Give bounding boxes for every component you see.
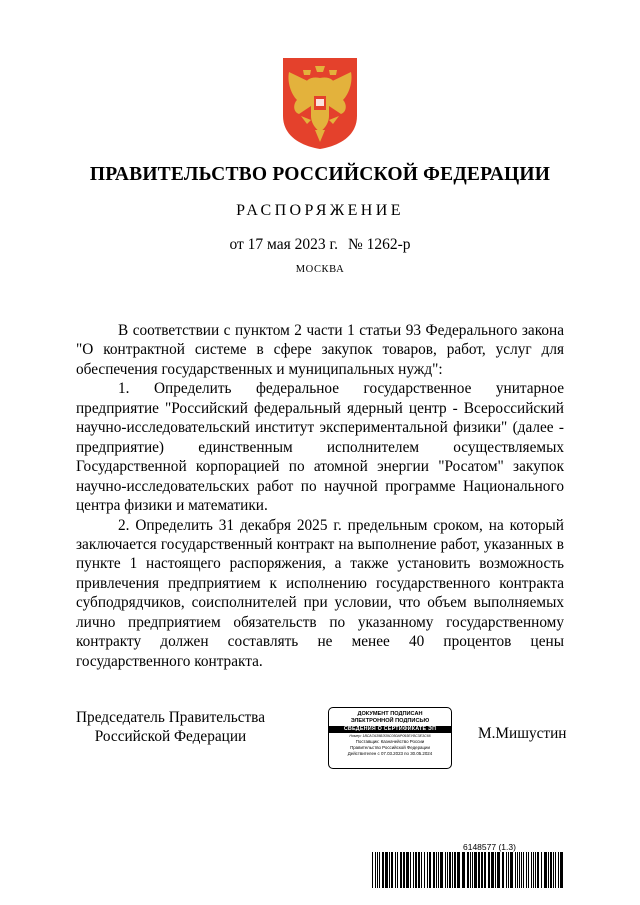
body-paragraph-item-1: 1. Определить федеральное государственное унитарное предприятие "Российский федеральный ядерный центр - Всероссийский научно-исследовательский институт экспериментальной физики" (далее - предприятие) единственным исполнителем осуществляемых Государственной корпорацией по атомной энергии "Росатом" закупок научно-исследовательских работ по научной программе Национального центра физики и математики.	[76, 380, 564, 515]
document-number: № 1262-р	[347, 236, 411, 253]
stamp-serial: Номер: 1ВСА7А39ВЭ39С050АР093ЕУ8С3Е3С66	[349, 733, 431, 738]
document-body	[76, 321, 564, 671]
barcode-icon	[372, 852, 564, 888]
document-date: от 17 мая 2023 г.	[229, 236, 338, 253]
stamp-issuer: Поставщик: Казначейство России	[355, 739, 425, 745]
russian-coat-of-arms-icon	[281, 56, 359, 150]
signatory-name: М.Мишустин	[478, 725, 567, 742]
stamp-validity: Действителен с 07.03.2023 по 30.05.2024	[347, 750, 433, 756]
document-type: РАСПОРЯЖЕНИЕ	[236, 202, 404, 219]
stamp-heading	[329, 711, 451, 725]
body-paragraph-preamble: В соответствии с пунктом 2 части 1 статьи 93 Федерального закона "О контрактной системе в сфере закупок товаров, работ, услуг для обеспечения государственных и муниципальных нужд":	[76, 322, 564, 378]
stamp-line-1: ДОКУМЕНТ ПОДПИСАН	[357, 711, 423, 717]
body-paragraph-item-2: 2. Определить 31 декабря 2025 г. предельным сроком, на который заключается государственный контракт на выполнение работ, указанных в пункте 1 настоящего распоряжения, а также установить возможность привлечения предприятием к исполнению государственного контракта субподрядчиков, соисполнителей при условии, что объем выполняемых лично предприятием обязательств по указанному государственному контракту должен составлять не менее 40 процентов цены государственного контракта.	[76, 516, 564, 670]
signatory-position-line-2: Российской Федерации	[94, 728, 247, 745]
document-city: МОСКВА	[295, 264, 345, 275]
page-title: ПРАВИТЕЛЬСТВО РОССИЙСКОЙ ФЕДЕРАЦИИ	[89, 164, 551, 185]
barcode-number: 6148577 (1.3)	[463, 842, 516, 852]
stamp-line-2: ЭЛЕКТРОННОЙ ПОДПИСЬЮ	[350, 717, 430, 724]
stamp-owner: Правительство Российской Федерации	[350, 745, 430, 751]
signatory-position	[76, 708, 265, 746]
stamp-certificate-bar: СВЕДЕНИЯ О СЕРТИФИКАТЕ ЭП	[329, 726, 451, 733]
document-date-line	[0, 236, 640, 254]
signatory-position-line-1: Председатель Правительства	[76, 709, 265, 726]
electronic-signature-stamp	[328, 707, 452, 769]
